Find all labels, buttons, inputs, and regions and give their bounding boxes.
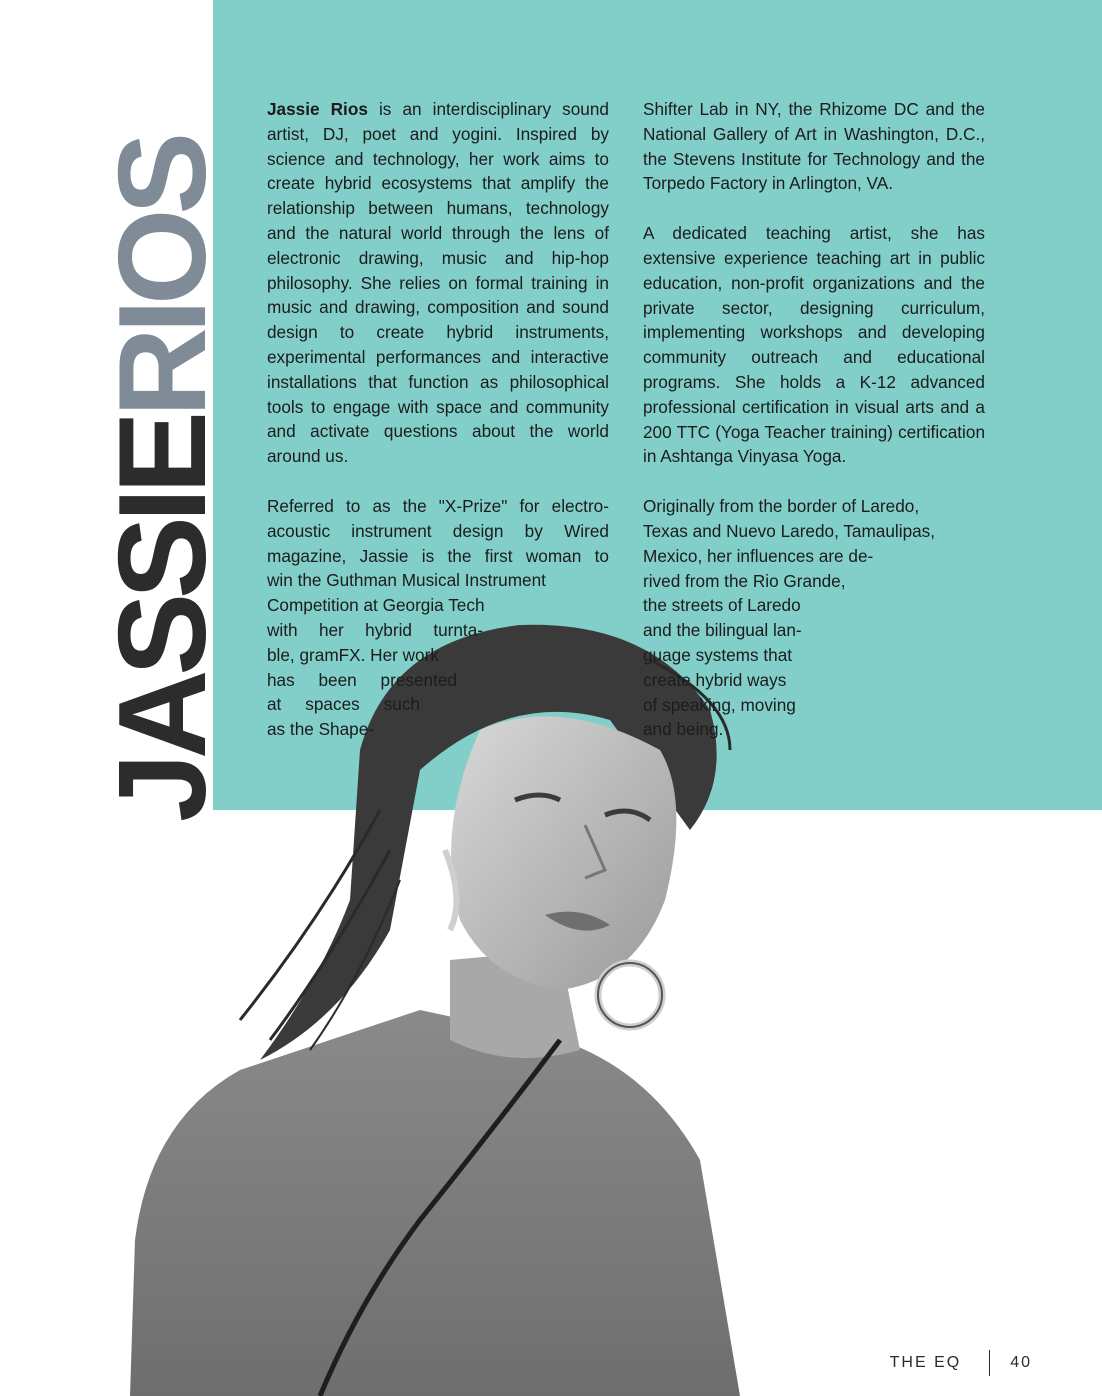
text-line: and the bilingual lan- (643, 620, 802, 641)
footer-divider (989, 1350, 990, 1376)
text-line: Mexico, her influences are de- (643, 545, 874, 566)
text-line: guage systems that (643, 644, 793, 665)
text-line: and being. (643, 719, 724, 740)
text-line: of speaking, moving (643, 694, 796, 715)
text-line: win the Guthman Musical Instrument (267, 570, 546, 591)
text-line: ble, gramFX. Her work (267, 644, 439, 665)
text-line: Referred to as the "X-Prize" for electro- (267, 495, 609, 516)
text-line: Originally from the border of Laredo, (643, 496, 920, 517)
text-line: create hybrid ways (643, 669, 787, 690)
text-line: with her hybrid turnta- (267, 619, 483, 640)
paragraph-intro (267, 97, 609, 469)
title-first-name: JASSIE (94, 417, 232, 823)
text-line: Competition at Georgia Tech (267, 595, 485, 616)
text-line: has been presented (267, 669, 457, 690)
title-last-name: RIOS (94, 137, 232, 418)
text-line: magazine, Jassie is the first woman to (267, 545, 609, 566)
text-line: at spaces such (267, 694, 420, 715)
paragraph-origins (643, 494, 985, 742)
paragraph-venues: Shifter Lab in NY, the Rhizome DC and the National Gallery of Art in Washington, D.C., the Stevens Institute for Technology and the Torpedo Factory in Arlington, VA. (643, 99, 985, 194)
page-number: 40 (1010, 1354, 1032, 1371)
text-line: the streets of Laredo (643, 595, 801, 616)
page-footer (890, 1350, 1032, 1376)
paragraph-intro-text: is an interdisciplinary sound artist, DJ, poet and yogini. Inspired by science and technology, her work aims to create hybrid ecosystems that amplify the relationship between humans, technology and the natural world through the lens of electronic drawing, music and hip-hop philosophy. She relies on formal training in music and drawing, composition and sound design to create hybrid instruments, experimental performances and interactive installations that function as philosophical tools to engage with space and community and activate questions about the world around us. (267, 99, 609, 467)
article-column-right (643, 97, 985, 767)
text-line: as the Shape- (267, 719, 375, 740)
artist-name: Jassie Rios (267, 99, 368, 119)
article-column-left (267, 97, 609, 767)
text-line: rived from the Rio Grande, (643, 570, 846, 591)
text-line: acoustic instrument design by Wired (267, 520, 609, 541)
publication-name: THE EQ (889, 1354, 962, 1371)
paragraph-teaching: A dedicated teaching artist, she has extensive experience teaching art in public education, non-profit organizations and the private sector, designing curriculum, implementing workshops and developing community outreach and educational programs. She holds a K-12 advanced professional certification in visual arts and a 200 TTC (Yoga Teacher training) certification in Ashtanga Vinyasa Yoga. (643, 223, 985, 467)
text-line: Texas and Nuevo Laredo, Tamaulipas, (643, 520, 936, 541)
paragraph-award (267, 494, 609, 742)
